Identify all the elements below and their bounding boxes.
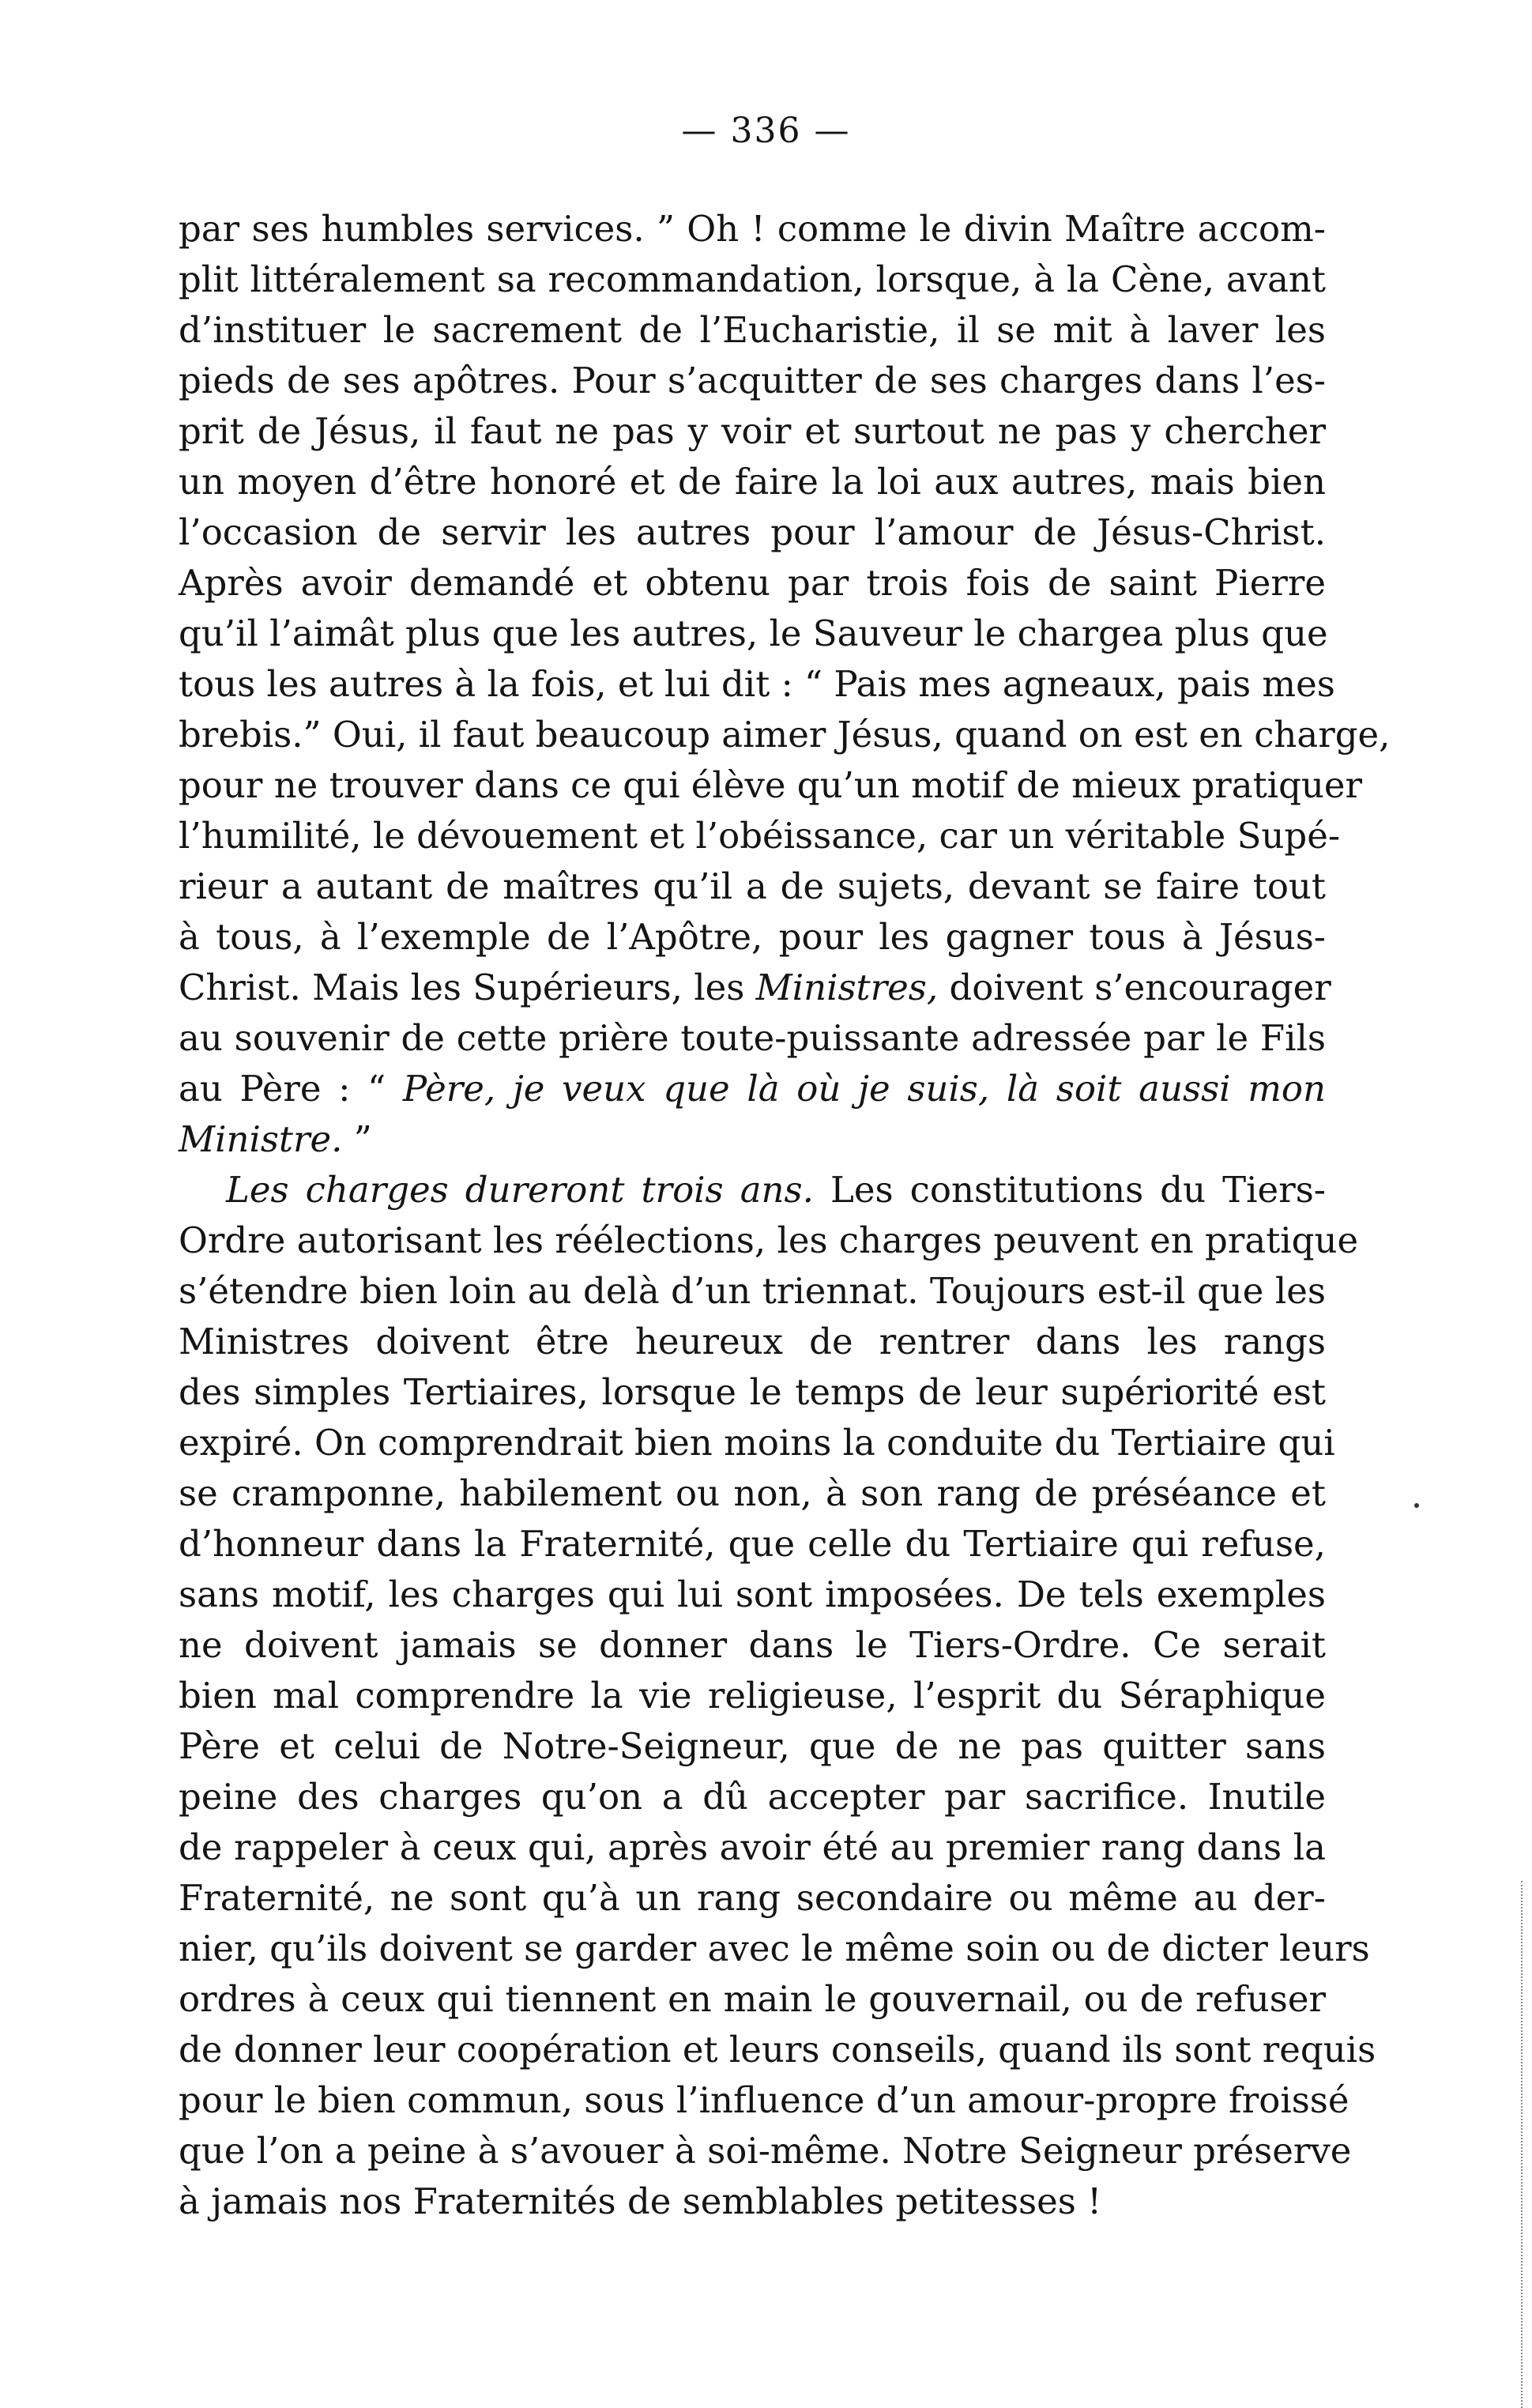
page-edge-mark bbox=[1521, 1881, 1524, 2408]
text-line: s’étendre bien loin au delà d’un triennat. Toujours est-il que les bbox=[179, 1270, 1326, 1312]
text-line: Ordre autorisant les réélections, les charges peuvent en pratique bbox=[179, 1219, 1359, 1261]
text-line: sans motif, les charges qui lui sont imposées. De tels exemples bbox=[179, 1573, 1326, 1615]
text-line: rieur a autant de maîtres qu’il a de sujets, devant se faire tout bbox=[179, 865, 1326, 907]
text-line: Père et celui de Notre-Seigneur, que de ne pas quitter sans bbox=[179, 1725, 1326, 1767]
text-line: prit de Jésus, il faut ne pas y voir et surtout ne pas y chercher bbox=[179, 410, 1326, 452]
text-line: plit littéralement sa recommandation, lorsque, à la Cène, avant bbox=[179, 258, 1326, 300]
text-line: nier, qu’ils doivent se garder avec le même soin ou de dicter leurs bbox=[179, 1928, 1370, 1969]
text-line: à tous, à l’exemple de l’Apôtre, pour les gagner tous à Jésus- bbox=[179, 916, 1326, 958]
italic-run: Père, je veux que là où je suis, là soit aussi mon bbox=[402, 1068, 1326, 1110]
text-line: d’instituer le sacrement de l’Eucharistie, il se mit à laver les bbox=[179, 309, 1326, 351]
text-line: au souvenir de cette prière toute-puissante adressée par le Fils bbox=[179, 1017, 1326, 1059]
text-run: au Père : “ bbox=[179, 1068, 403, 1110]
text-run: ” bbox=[342, 1118, 372, 1160]
text-line: à jamais nos Fraternités de semblables petitesses ! bbox=[179, 2180, 1102, 2222]
page-number: — 336 — bbox=[681, 111, 851, 151]
text-line: de donner leur coopération et leurs conseils, quand ils sont requis bbox=[179, 2029, 1376, 2071]
text-line: brebis.” Oui, il faut beaucoup aimer Jésus, quand on est en charge, bbox=[179, 714, 1391, 756]
text-line: Fraternité, ne sont qu’à un rang secondaire ou même au der- bbox=[179, 1877, 1326, 1919]
text-line: se cramponne, habilement ou non, à son rang de préséance et bbox=[179, 1472, 1326, 1514]
text-line: un moyen d’être honoré et de faire la loi aux autres, mais bien bbox=[179, 461, 1326, 503]
text-line bbox=[179, 1114, 1326, 1165]
text-line: ne doivent jamais se donner dans le Tiers-Ordre. Ce serait bbox=[179, 1624, 1326, 1666]
text-run: doivent s’encourager bbox=[938, 967, 1331, 1008]
text-line: de rappeler à ceux qui, après avoir été au premier rang dans la bbox=[179, 1826, 1326, 1868]
text-line: tous les autres à la fois, et lui dit : “ Pais mes agneaux, pais mes bbox=[179, 663, 1335, 705]
text-line: Ministres doivent être heureux de rentrer dans les rangs bbox=[179, 1321, 1326, 1362]
text-line: pour ne trouver dans ce qui élève qu’un motif de mieux pratiquer bbox=[179, 764, 1363, 806]
text-line: d’honneur dans la Fraternité, que celle du Tertiaire qui refuse, bbox=[179, 1523, 1326, 1565]
text-line: peine des charges qu’on a dû accepter par sacrifice. Inutile bbox=[179, 1776, 1326, 1818]
text-line bbox=[179, 1064, 1326, 1114]
italic-run: Les charges dureront trois ans. bbox=[226, 1169, 814, 1211]
print-speck bbox=[1414, 1503, 1419, 1508]
text-line: pour le bien commun, sous l’influence d’un amour-propre froissé bbox=[179, 2079, 1349, 2121]
text-line: Après avoir demandé et obtenu par trois fois de saint Pierre bbox=[179, 562, 1326, 604]
text-run: Les constitutions du Tiers- bbox=[813, 1169, 1326, 1211]
page-text bbox=[179, 204, 1391, 2227]
text-line: des simples Tertiaires, lorsque le temps de leur supériorité est bbox=[179, 1371, 1326, 1413]
text-run: Christ. Mais les Supérieurs, les bbox=[179, 967, 756, 1008]
text-line bbox=[179, 963, 1331, 1013]
text-line bbox=[179, 1165, 1326, 1215]
text-line: pieds de ses apôtres. Pour s’acquitter de ses charges dans l’es- bbox=[179, 360, 1326, 401]
italic-run: Ministre. bbox=[179, 1118, 343, 1160]
text-line: par ses humbles services. ” Oh ! comme le divin Maître accom- bbox=[179, 208, 1326, 250]
text-line: que l’on a peine à s’avouer à soi-même. Notre Seigneur préserve bbox=[179, 2130, 1352, 2172]
text-line: expiré. On comprendrait bien moins la conduite du Tertiaire qui bbox=[179, 1422, 1335, 1464]
text-line: l’occasion de servir les autres pour l’amour de Jésus-Christ. bbox=[179, 511, 1326, 553]
text-line: ordres à ceux qui tiennent en main le gouvernail, ou de refuser bbox=[179, 1978, 1326, 2020]
text-line: l’humilité, le dévouement et l’obéissance, car un véritable Supé- bbox=[179, 815, 1341, 857]
text-line: bien mal comprendre la vie religieuse, l’esprit du Séraphique bbox=[179, 1675, 1326, 1717]
text-line: qu’il l’aimât plus que les autres, le Sauveur le chargea plus que bbox=[179, 612, 1328, 654]
italic-run: Ministres, bbox=[755, 967, 939, 1008]
